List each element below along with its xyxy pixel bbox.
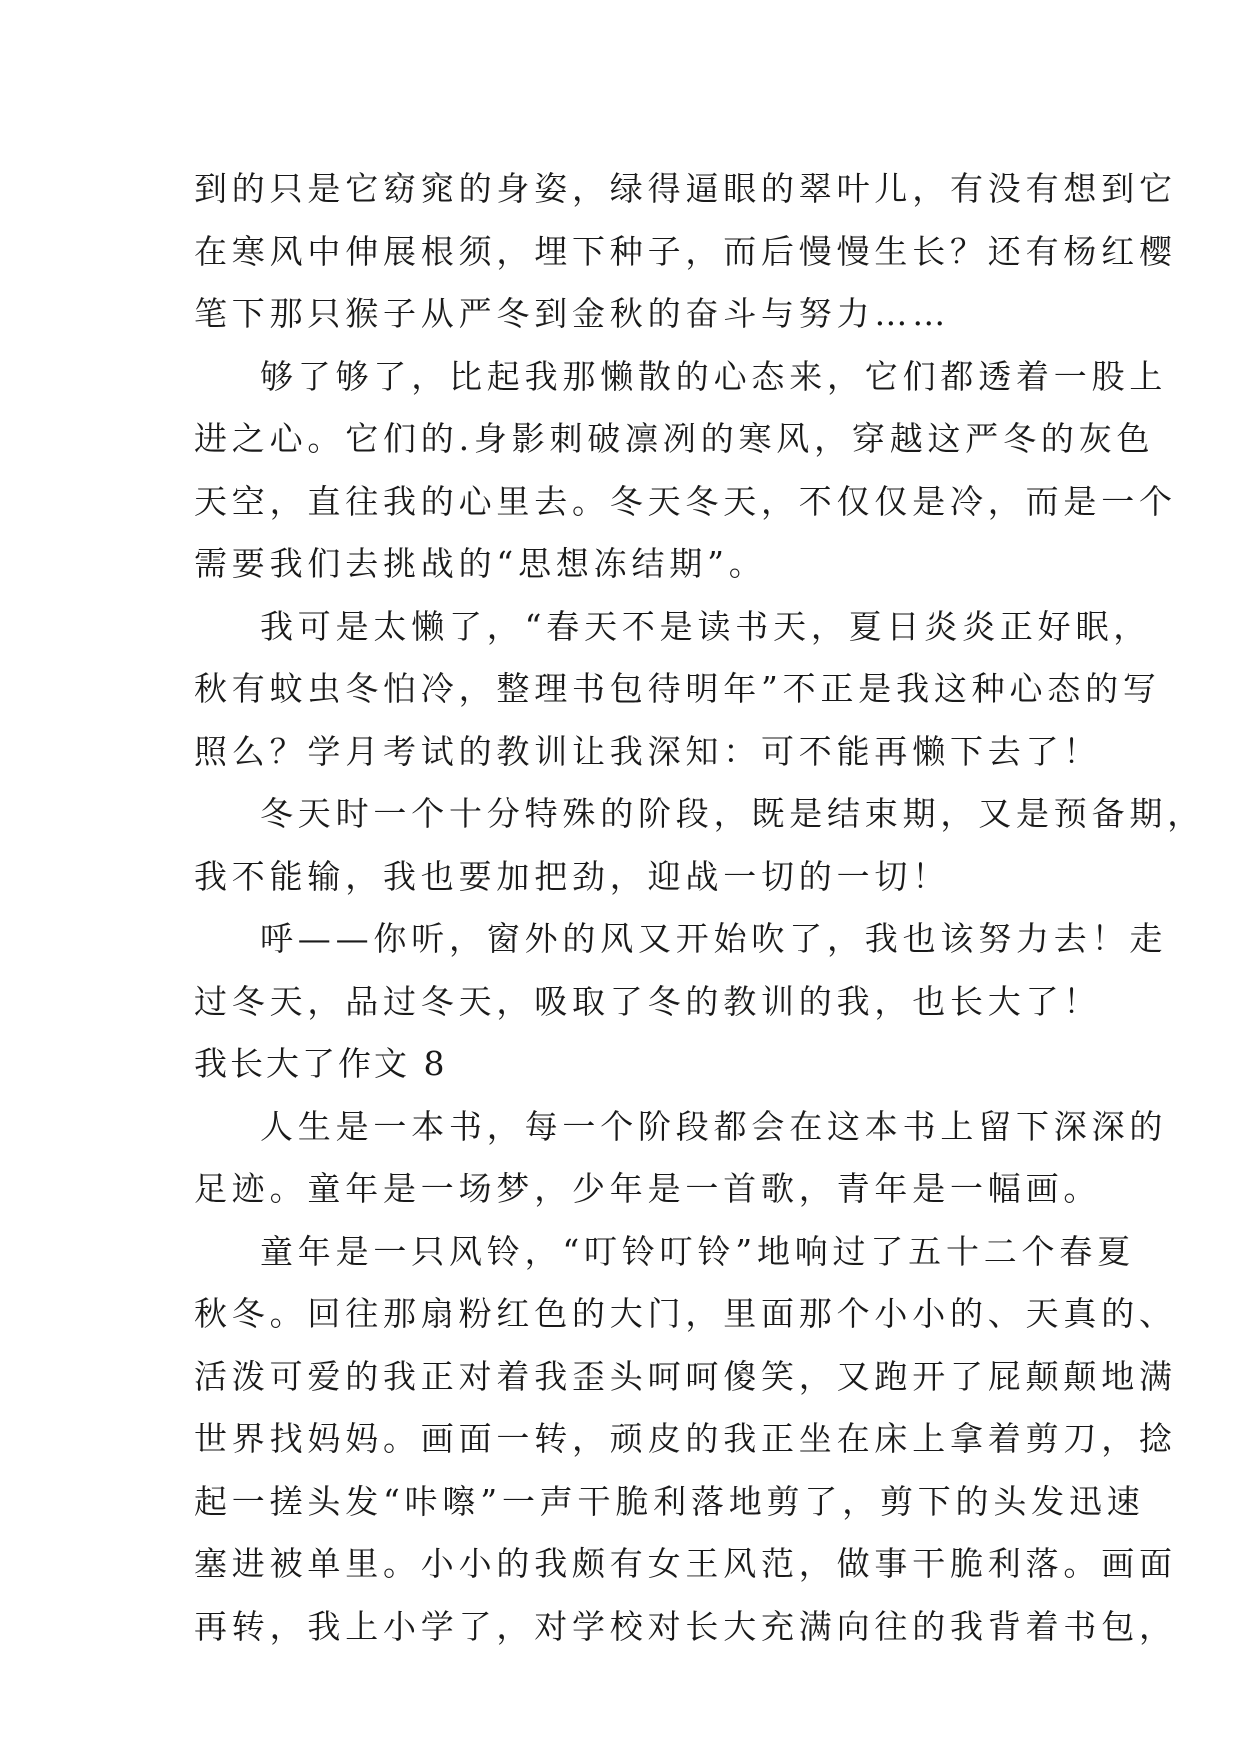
text-line: 起一搓头发“咔嚓”一声干脆利落地剪了，剪下的头发迅速 bbox=[194, 1481, 1145, 1521]
text-line: 足迹。童年是一场梦，少年是一首歌，青年是一幅画。 bbox=[194, 1169, 1102, 1208]
text-line: 天空，直往我的心里去。冬天冬天，不仅仅是冷，而是一个 bbox=[194, 481, 1177, 521]
document-body bbox=[194, 158, 1205, 1658]
text-line: 过冬天，品过冬天，吸取了冬的教训的我，也长大了！ bbox=[194, 981, 1102, 1021]
paragraph-start-line: 人生是一本书，每一个阶段都会在这本书上留下深深的 bbox=[260, 1106, 1168, 1146]
text-line: 再转，我上小学了，对学校对长大充满向往的我背着书包， bbox=[194, 1606, 1177, 1646]
text-line: 秋有蚊虫冬怕冷，整理书包待明年”不正是我这种心态的写 bbox=[194, 669, 1161, 708]
text-line: 需要我们去挑战的“思想冻结期”。 bbox=[194, 544, 767, 583]
text-line: 秋冬。回往那扇粉红色的大门，里面那个小小的、天真的、 bbox=[194, 1294, 1177, 1333]
paragraph-start-line: 够了够了，比起我那懒散的心态来，它们都透着一股上 bbox=[260, 356, 1168, 396]
text-line: 照么？学月考试的教训让我深知：可不能再懒下去了！ bbox=[194, 731, 1102, 771]
text-line: 在寒风中伸展根须，埋下种子，而后慢慢生长？还有杨红樱 bbox=[194, 231, 1177, 271]
paragraph-start-line: 我可是太懒了，“春天不是读书天，夏日炎炎正好眠， bbox=[260, 606, 1152, 646]
text-line: 活泼可爱的我正对着我歪头呵呵傻笑，又跑开了屁颠颠地满 bbox=[194, 1356, 1177, 1396]
paragraph-start-line: 童年是一只风铃，“叮铃叮铃”地响过了五十二个春夏 bbox=[260, 1231, 1135, 1271]
paragraph-start-line: 呼——你听，窗外的风又开始吹了，我也该努力去！走 bbox=[260, 919, 1168, 958]
text-line: 我不能输，我也要加把劲，迎战一切的一切！ bbox=[194, 856, 950, 896]
text-line: 到的只是它窈窕的身姿，绿得逼眼的翠叶儿，有没有想到它 bbox=[194, 169, 1177, 208]
text-line: 进之心。它们的.身影刺破凛冽的寒风，穿越这严冬的灰色 bbox=[194, 419, 1155, 458]
section-heading: 我长大了作文 8 bbox=[194, 1044, 448, 1083]
text-line: 塞进被单里。小小的我颇有女王风范，做事干脆利落。画面 bbox=[194, 1544, 1177, 1583]
text-line: 世界找妈妈。画面一转，顽皮的我正坐在床上拿着剪刀，捻 bbox=[194, 1419, 1177, 1458]
paragraph-start-line: 冬天时一个十分特殊的阶段，既是结束期，又是预备期， bbox=[260, 794, 1205, 833]
text-line: 笔下那只猴子从严冬到金秋的奋斗与努力…… bbox=[194, 294, 950, 333]
